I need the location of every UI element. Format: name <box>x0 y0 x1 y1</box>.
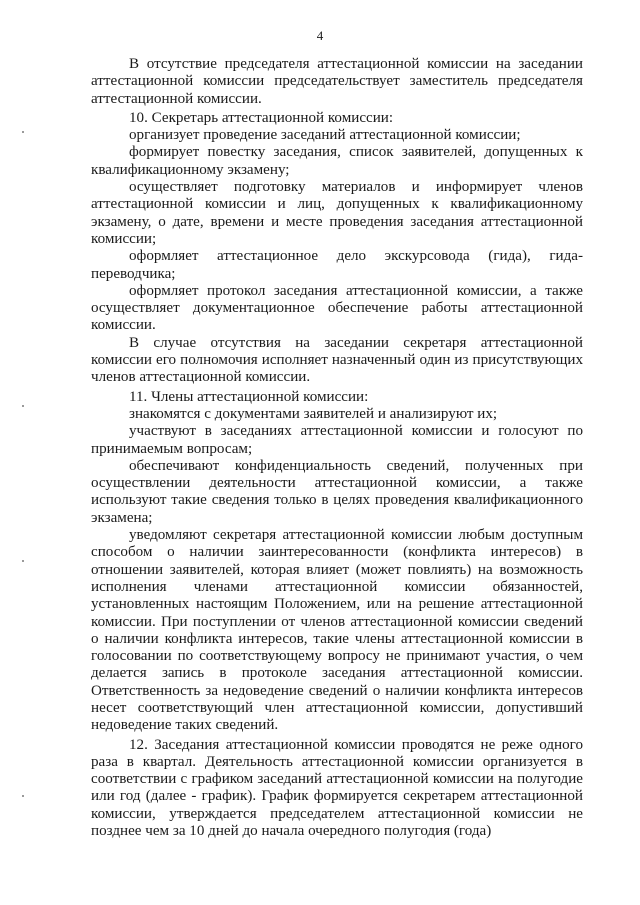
scan-dot <box>22 131 24 133</box>
scan-dot <box>22 795 24 797</box>
clause-10-heading: 10. Секретарь аттестационной комиссии: <box>129 109 394 126</box>
document-body <box>91 56 583 840</box>
paragraph-chairman-absence: В отсутствие председателя аттестационной комиссии на заседании аттестационной комиссии председательствует заместитель председателя аттестационной комиссии. <box>91 56 583 107</box>
paragraph-secretary-absence: В случае отсутствия на заседании секретаря аттестационной комиссии его полномочия исполняет назначенный один из присутствующих членов аттестационной комиссии. <box>91 334 583 386</box>
list-item: участвуют в заседаниях аттестационной комиссии и голосуют по принимаемым вопросам; <box>91 423 583 457</box>
scan-dot <box>22 560 24 562</box>
list-item: оформляет аттестационное дело экскурсовода (гида), гида-переводчика; <box>91 248 583 282</box>
list-item: знакомятся с документами заявителей и анализируют их; <box>129 405 498 422</box>
scan-dot <box>22 405 24 407</box>
page-number: 4 <box>316 28 324 43</box>
clause-11-heading: 11. Члены аттестационной комиссии: <box>129 388 369 405</box>
list-item: обеспечивают конфиденциальность сведений, полученных при осуществлении деятельности аттестационной комиссии, а также используют такие сведения только в целях проведения квалификационного экзамена; <box>91 457 583 526</box>
list-item: формирует повестку заседания, список заявителей, допущенных к квалификационному экзамену; <box>91 144 583 178</box>
list-item: уведомляют секретаря аттестационной комиссии любым доступным способом о наличии заинтересованности (конфликта интересов) в отношении заявителей, которая влияет (может повлиять) на возможность исполнения членами аттестационной комиссии обязанностей, установленных настоящим Положением, или на решение аттестационной комиссии. При поступлении от членов аттестационной комиссии сведений о наличии конфликта интересов, такие члены аттестационной комиссии в голосовании по соответствующему вопросу не принимают участия, о чем делается запись в протоколе заседания аттестационной комиссии. Ответственность за недоведение сведений о наличии конфликта интересов несет соответствующий член аттестационной комиссии, допустивший недоведение таких сведений. <box>91 527 583 734</box>
list-item: осуществляет подготовку материалов и информирует членов аттестационной комиссии и лиц, допущенных к квалификационному экзамену, о дате, времени и месте проведения заседания аттестационной комиссии; <box>91 179 583 247</box>
list-item: организует проведение заседаний аттестационной комиссии; <box>129 127 521 144</box>
clause-12-paragraph: 12. Заседания аттестационной комиссии проводятся не реже одного раза в квартал. Деятельность аттестационной комиссии организуется в соответствии с графиком заседаний аттестационной комиссии на полугодие или год (далее - график). График формируется секретарем аттестационной комиссии, утверждается председателем аттестационной комиссии не позднее чем за 10 дней до начала очередного полугодия (года) <box>91 736 583 840</box>
list-item: оформляет протокол заседания аттестационной комиссии, а также осуществляет документационное обеспечение работы аттестационной комиссии. <box>91 282 583 334</box>
